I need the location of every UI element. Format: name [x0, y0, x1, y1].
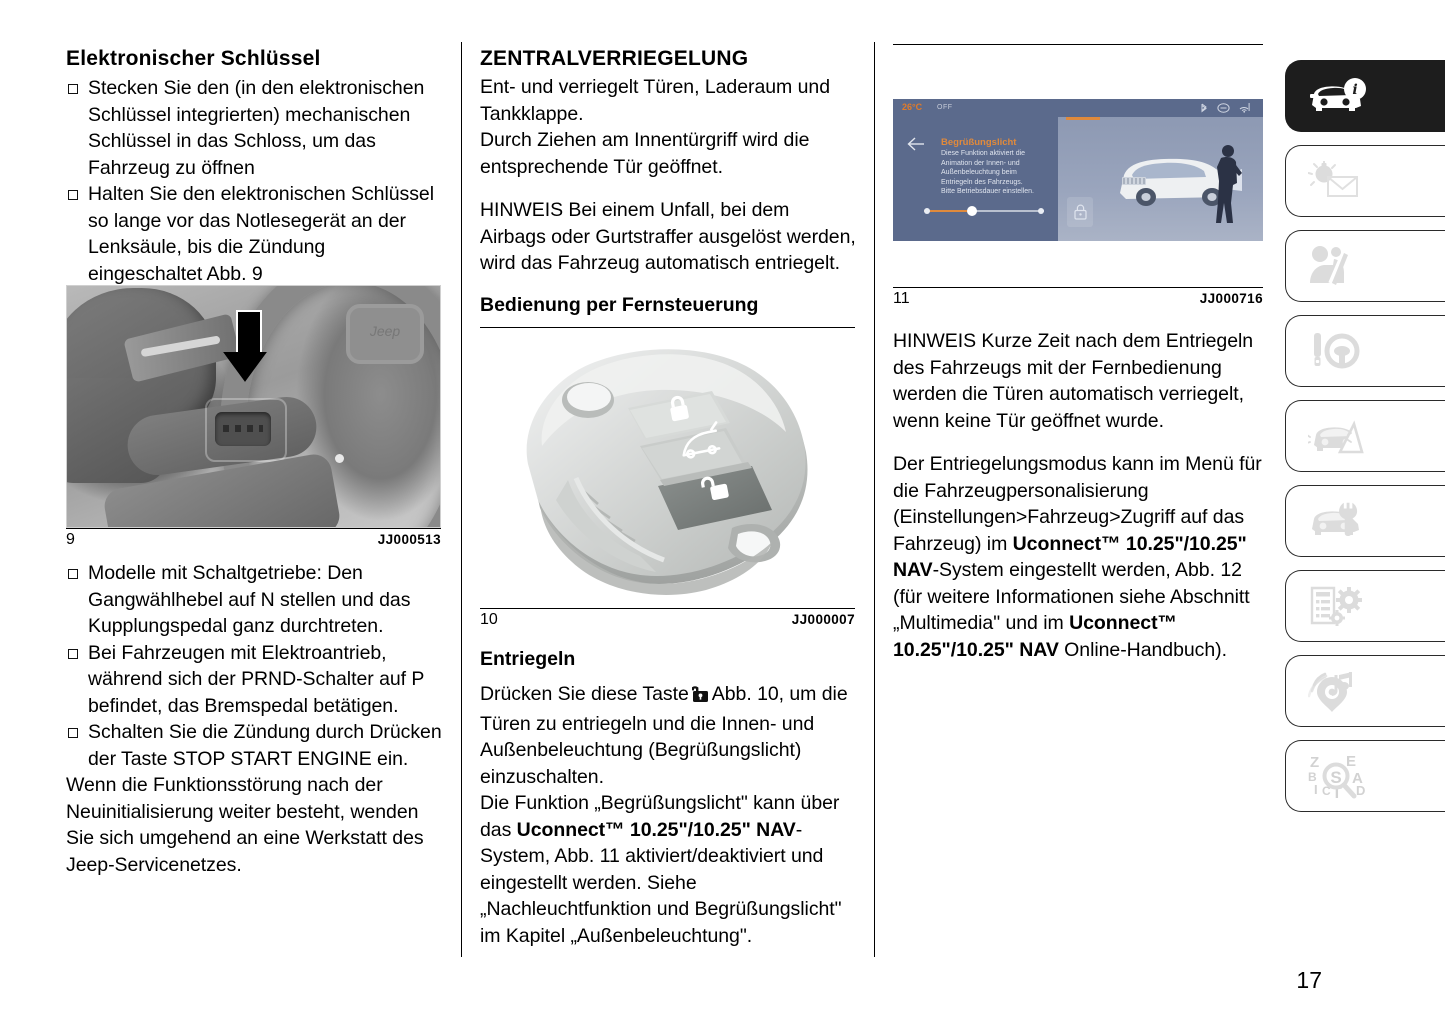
left-closing-paragraph: Wenn die Funktionsstörung nach der Neuinitialisierung weiter besteht, wenden Sie sich umgehend an eine Werkstatt des Jeep-Servicenetzes. — [66, 774, 424, 876]
right-uconnect-bold-1: Uconnect™ 10.25"/10.25" NAV — [893, 532, 1247, 581]
right-paragraph-2-b: -System eingestellt werden, Abb. 12 (für weitere Informationen siehe Abschnitt „Multimedia" und im — [893, 559, 1250, 634]
slider-knob[interactable] — [967, 206, 977, 216]
uconnect-status-icons — [1200, 102, 1251, 116]
left-bullet-list-top — [66, 75, 444, 287]
svg-text:S: S — [1330, 768, 1342, 787]
middle-subheading-remote: Bedienung per Fernsteuerung — [480, 293, 759, 316]
car-wrench-icon — [1308, 501, 1366, 541]
middle-subheading-unlock: Entriegeln — [480, 648, 576, 670]
middle-paragraph-5-b: -System, Abb. 11 aktiviert/deaktiviert und eingestellt werden. Siehe „Nachleuchtfunktion und Begrüßungslicht" im Kapitel „Außenbeleuchtung". — [480, 818, 842, 947]
panel-dot — [335, 454, 344, 463]
bluetooth-icon — [1200, 102, 1208, 116]
svg-text:B: B — [1308, 770, 1317, 784]
lock-icon[interactable] — [1067, 197, 1093, 227]
middle-paragraph-1: Ent- und verriegelt Türen, Laderaum und Tankklappe. — [480, 76, 830, 125]
tab-vehicle-info[interactable] — [1285, 60, 1445, 132]
figure-11-top-rule — [893, 44, 1263, 45]
column-divider-2 — [874, 42, 875, 957]
middle-paragraph-5-a: Die Funktion „Begrüßungslicht" kann über das — [480, 792, 840, 841]
tab-specifications[interactable] — [1285, 570, 1445, 642]
left-bullet-list-bottom — [66, 560, 444, 772]
right-uconnect-bold-2: Uconnect™ 10.25"/10.25" NAV — [893, 612, 1177, 661]
list-item: Schalten Sie die Zündung durch Drücken der Taste STOP START ENGINE ein. — [66, 719, 444, 772]
person-silhouette — [1209, 143, 1243, 225]
svg-text:I: I — [1314, 782, 1318, 797]
car-warning-triangle-icon — [1308, 416, 1368, 456]
preview-tab-indicator — [1066, 117, 1100, 120]
figure-11-code: JJ000716 — [1199, 291, 1263, 306]
right-paragraph-2-c: Online-Handbuch). — [1058, 638, 1227, 661]
middle-heading: ZENTRALVERRIEGELUNG — [480, 47, 749, 70]
wifi-icon — [1239, 102, 1251, 116]
tab-index[interactable] — [1285, 740, 1445, 812]
middle-paragraph-4-a: Drücken Sie diese Taste — [480, 683, 689, 705]
middle-paragraph-5 — [480, 790, 858, 949]
tab-emergency[interactable] — [1285, 400, 1445, 472]
alphabet-magnifier-icon — [1308, 753, 1374, 799]
back-arrow-icon[interactable] — [907, 135, 927, 155]
figure-11-number: 11 — [893, 290, 910, 307]
uconnect-screen[interactable] — [893, 99, 1263, 241]
duration-slider[interactable] — [924, 207, 1044, 215]
tab-safety[interactable] — [1285, 230, 1445, 302]
middle-paragraph-2: Durch Ziehen am Innentürgriff wird die entsprechende Tür geöffnet. — [480, 129, 810, 178]
page-number: 17 — [1296, 967, 1322, 993]
music-signal-icon — [1308, 669, 1360, 713]
unlock-padlock-icon — [692, 683, 709, 711]
list-item: Halten Sie den elektronischen Schlüssel so lange vor das Notlesegerät an der Lenksäule, bis die Zündung eingeschaltet Abb. 9 — [66, 181, 444, 287]
svg-text:D: D — [1356, 783, 1366, 798]
section-tabs — [1285, 60, 1445, 825]
right-paragraph-2-a: Der Entriegelungsmodus kann im Menü für die Fahrzeugpersonalisierung (Einstellungen>Fahrzeug>Zugriff auf das Fahrzeug) im — [893, 453, 1262, 555]
key-steering-wheel-icon — [1308, 331, 1360, 371]
figure-9-image — [66, 285, 441, 528]
left-column — [66, 0, 444, 1018]
figure-10-image — [480, 328, 855, 608]
uconnect-preview-panel — [1058, 117, 1263, 241]
car-info-icon — [1308, 77, 1368, 115]
cloud-icon — [1217, 102, 1230, 116]
list-gears-icon — [1308, 585, 1364, 627]
jeep-logo: Jeep — [346, 304, 424, 364]
svg-text:E: E — [1346, 753, 1357, 770]
figure-11-caption — [893, 288, 1263, 308]
figure-9-code: JJ000513 — [377, 532, 441, 547]
seatbelt-passenger-icon — [1308, 245, 1362, 287]
figure-10 — [480, 327, 855, 629]
svg-text:T: T — [1332, 785, 1342, 799]
tab-multimedia[interactable] — [1285, 655, 1445, 727]
svg-text:A: A — [1352, 770, 1363, 787]
slider-step-3[interactable] — [1038, 208, 1044, 214]
key-fob-illustration — [480, 328, 855, 608]
right-paragraph-2 — [893, 451, 1265, 663]
column-divider-1 — [461, 42, 462, 957]
tab-maintenance[interactable] — [1285, 485, 1445, 557]
uconnect-description: Diese Funktion aktiviert die Animation der Innen- und Außenbeleuchtung beim Entriegeln des Fahrzeugs. Bitte Betriebsdauer einstellen. — [941, 150, 1034, 196]
middle-paragraph-4-b: Abb. 10, um die Türen zu entriegeln und die Innen- und Außenbeleuchtung (Begrüßungslicht) einzuschalten. — [480, 683, 848, 788]
figure-10-number: 10 — [480, 611, 498, 628]
figure-9-number: 9 — [66, 531, 75, 548]
middle-column — [480, 0, 858, 1018]
sun-envelope-icon — [1308, 161, 1366, 201]
slider-step-1[interactable] — [924, 208, 930, 214]
emergency-reader-device — [215, 412, 271, 446]
middle-uconnect-bold: Uconnect™ 10.25"/10.25" NAV — [516, 818, 796, 841]
list-item: Stecken Sie den (in den elektronischen Schlüssel integrierten) mechanischen Schlüssel in das Schloss, um das Fahrzeug zu öffnen — [66, 75, 444, 181]
uconnect-temperature: 26°C — [902, 102, 923, 112]
left-heading: Elektronischer Schlüssel — [66, 47, 321, 70]
figure-11-image — [893, 99, 1263, 241]
figure-9 — [66, 285, 441, 549]
tab-dashboard-warning[interactable] — [1285, 145, 1445, 217]
right-column — [893, 0, 1265, 1018]
middle-paragraph-4 — [480, 681, 858, 790]
svg-text:C: C — [1322, 784, 1331, 798]
tab-starting-driving[interactable] — [1285, 315, 1445, 387]
svg-text:Z: Z — [1310, 754, 1320, 771]
list-item: Modelle mit Schaltgetriebe: Den Gangwählhebel auf N stellen und das Kupplungspedal ganz durchtreten. — [66, 560, 444, 640]
figure-9-caption — [66, 529, 441, 549]
right-note-paragraph: HINWEIS Kurze Zeit nach dem Entriegeln des Fahrzeugs mit der Fernbedienung werden die Türen automatisch verriegelt, wenn keine Tür geöffnet wurde. — [893, 330, 1254, 432]
list-item: Bei Fahrzeugen mit Elektroantrieb, während sich der PRND-Schalter auf P befindet, das Bremspedal betätigen. — [66, 640, 444, 720]
figure-10-code: JJ000007 — [791, 612, 855, 627]
figure-11 — [893, 44, 1263, 308]
middle-note-paragraph: HINWEIS Bei einem Unfall, bei dem Airbags oder Gurtstraffer ausgelöst werden, wird das Fahrzeug automatisch entriegelt. — [480, 199, 856, 274]
uconnect-title: Begrüßungslicht — [941, 137, 1017, 148]
uconnect-fan-state: OFF — [937, 104, 953, 111]
figure-10-caption — [480, 609, 855, 629]
svg-text:i: i — [1352, 82, 1358, 98]
